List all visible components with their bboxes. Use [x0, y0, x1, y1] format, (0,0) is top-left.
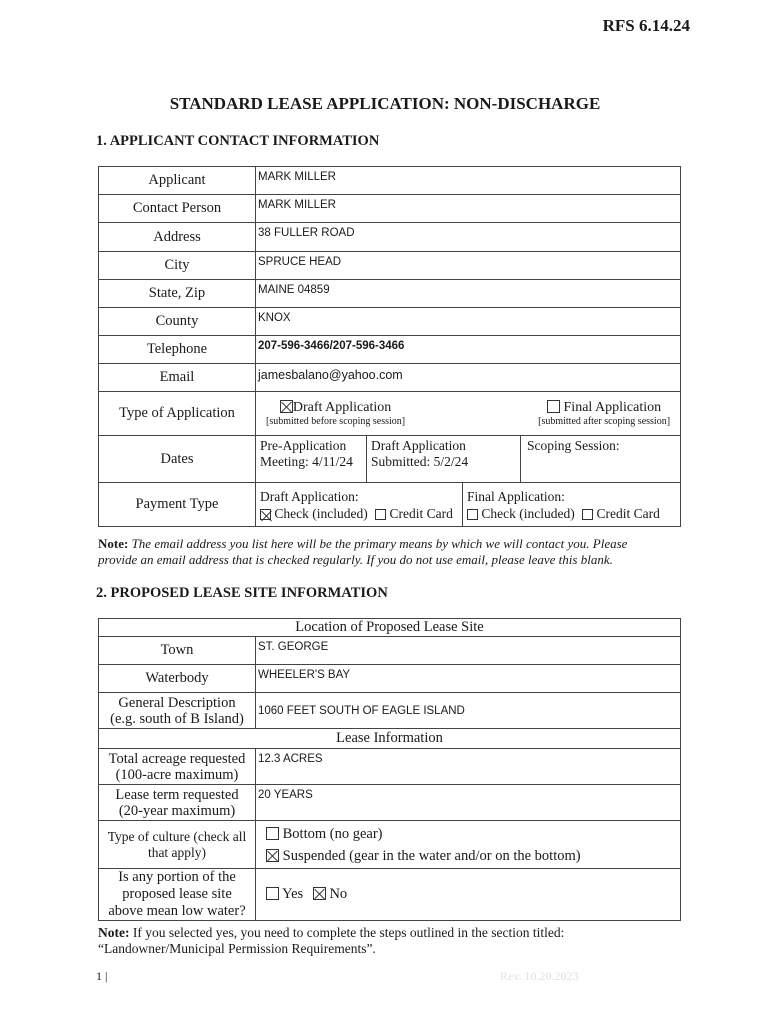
section-2-heading: 2. PROPOSED LEASE SITE INFORMATION: [96, 585, 388, 601]
no-checkbox[interactable]: [313, 887, 326, 900]
dates-label: Dates: [99, 436, 256, 483]
draft-credit-checkbox[interactable]: [375, 509, 386, 520]
location-heading: Location of Proposed Lease Site: [99, 619, 681, 637]
final-check-checkbox[interactable]: [467, 509, 478, 520]
email-label: Email: [99, 364, 256, 392]
state-zip-label: State, Zip: [99, 280, 256, 308]
revision-text: Rev. 10.20.2023: [500, 969, 579, 983]
term-line-2: (20-year maximum): [118, 802, 236, 819]
city-label: City: [99, 252, 256, 280]
culture-type-options: [256, 821, 681, 869]
contact-person-label: Contact Person: [99, 195, 256, 223]
final-credit-text: Credit Card: [596, 505, 660, 521]
portion-line-2: proposed lease site: [122, 886, 232, 902]
acreage-label: [99, 749, 256, 785]
final-check-text: Check (included): [481, 505, 575, 521]
above-mlw-label: [99, 869, 256, 921]
telephone-label: Telephone: [99, 336, 256, 364]
waterbody-value[interactable]: WHEELER'S BAY: [256, 665, 681, 693]
draft-application-note: [submitted before scoping session]: [266, 416, 406, 427]
scoping-session-cell: Scoping Session:: [521, 436, 681, 483]
type-of-application-cell: [256, 392, 681, 436]
draft-application-checkbox[interactable]: [280, 400, 293, 413]
pre-application-meeting-cell: [256, 436, 367, 483]
section-1-note: [98, 536, 698, 568]
yes-text: Yes: [282, 886, 304, 902]
note-2-label: Note:: [98, 925, 130, 940]
draft-date-line-2: Submitted: 5/2/24: [371, 454, 469, 469]
lease-site-table: [98, 618, 681, 921]
suspended-option[interactable]: [266, 845, 680, 867]
draft-payment-heading: Draft Application:: [260, 488, 359, 504]
portion-line-3: above mean low water?: [108, 903, 246, 919]
lease-term-value[interactable]: 20 YEARS: [256, 785, 681, 821]
section-1-heading: 1. APPLICANT CONTACT INFORMATION: [96, 133, 380, 149]
address-label: Address: [99, 223, 256, 252]
applicant-label: Applicant: [99, 167, 256, 195]
final-application-option[interactable]: [538, 400, 670, 427]
address-value[interactable]: 38 FULLER ROAD: [256, 223, 681, 252]
draft-check-checkbox[interactable]: [260, 509, 271, 520]
acreage-line-2: (100-acre maximum): [115, 766, 239, 783]
city-value[interactable]: SPRUCE HEAD: [256, 252, 681, 280]
final-payment-cell: [463, 483, 681, 527]
no-text: No: [329, 886, 348, 902]
culture-line-2: that apply): [147, 844, 207, 860]
draft-payment-cell: [256, 483, 463, 527]
county-label: County: [99, 308, 256, 336]
draft-check-text: Check (included): [274, 505, 368, 521]
above-mlw-options: [256, 869, 681, 921]
final-application-note: [submitted after scoping session]: [538, 416, 671, 427]
bottom-text: Bottom (no gear): [282, 825, 383, 842]
portion-line-1: Is any portion of the: [118, 869, 236, 885]
applicant-contact-table: [98, 166, 681, 527]
waterbody-label: Waterbody: [99, 665, 256, 693]
draft-application-text: Draft Application: [292, 400, 392, 415]
note-label: Note:: [98, 536, 129, 551]
acreage-value[interactable]: 12.3 ACRES: [256, 749, 681, 785]
draft-date-line-1: Draft Application: [371, 438, 466, 453]
section-2-note: [98, 925, 698, 957]
final-payment-heading: Final Application:: [467, 488, 565, 504]
pre-app-line-1: Pre-Application: [260, 438, 347, 453]
draft-credit-text: Credit Card: [389, 505, 453, 521]
culture-line-1: Type of culture (check all: [107, 828, 247, 844]
final-credit-checkbox[interactable]: [582, 509, 593, 520]
email-value[interactable]: jamesbalano@yahoo.com: [256, 364, 681, 392]
note-2-line-1: If you selected yes, you need to complete the steps outlined in the section titled:: [129, 925, 565, 940]
payment-type-label: Payment Type: [99, 483, 256, 527]
culture-type-label: [99, 821, 256, 869]
type-of-application-label: Type of Application: [99, 392, 256, 436]
state-zip-value[interactable]: MAINE 04859: [256, 280, 681, 308]
county-value[interactable]: KNOX: [256, 308, 681, 336]
contact-person-value[interactable]: MARK MILLER: [256, 195, 681, 223]
town-value[interactable]: ST. GEORGE: [256, 637, 681, 665]
final-application-checkbox[interactable]: [547, 400, 560, 413]
note-text-line-1: The email address you list here will be the primary means by which we will contact you. Please: [128, 536, 628, 551]
suspended-text: Suspended (gear in the water and/or on the bottom): [282, 847, 581, 864]
yes-checkbox[interactable]: [266, 887, 279, 900]
note-2-line-2: “Landowner/Municipal Permission Requirements”.: [98, 941, 376, 956]
general-description-value[interactable]: 1060 FEET SOUTH OF EAGLE ISLAND: [256, 693, 681, 729]
town-label: Town: [99, 637, 256, 665]
bottom-checkbox[interactable]: [266, 827, 279, 840]
gen-desc-line-1: General Description: [118, 694, 236, 711]
draft-submitted-cell: [367, 436, 521, 483]
general-description-label: [99, 693, 256, 729]
page-title: STANDARD LEASE APPLICATION: NON-DISCHARGE: [169, 94, 601, 113]
acreage-line-1: Total acreage requested: [108, 750, 246, 767]
pre-app-line-2: Meeting: 4/11/24: [260, 454, 353, 469]
applicant-value[interactable]: MARK MILLER: [256, 167, 681, 195]
term-line-1: Lease term requested: [115, 786, 239, 803]
final-application-text: Final Application: [563, 400, 662, 415]
suspended-checkbox[interactable]: [266, 849, 279, 862]
bottom-option[interactable]: [266, 823, 680, 845]
gen-desc-line-2: (e.g. south of B Island): [110, 710, 244, 727]
note-text-line-2: provide an email address that is checked regularly. If you do not use email, please leave this blank.: [98, 552, 613, 567]
lease-term-label: [99, 785, 256, 821]
document-reference: RFS 6.14.24: [602, 16, 690, 35]
lease-info-heading: Lease Information: [99, 729, 681, 749]
draft-application-option[interactable]: [266, 400, 405, 427]
page-number: 1 |: [96, 969, 108, 983]
telephone-value[interactable]: 207-596-3466/207-596-3466: [256, 336, 681, 364]
